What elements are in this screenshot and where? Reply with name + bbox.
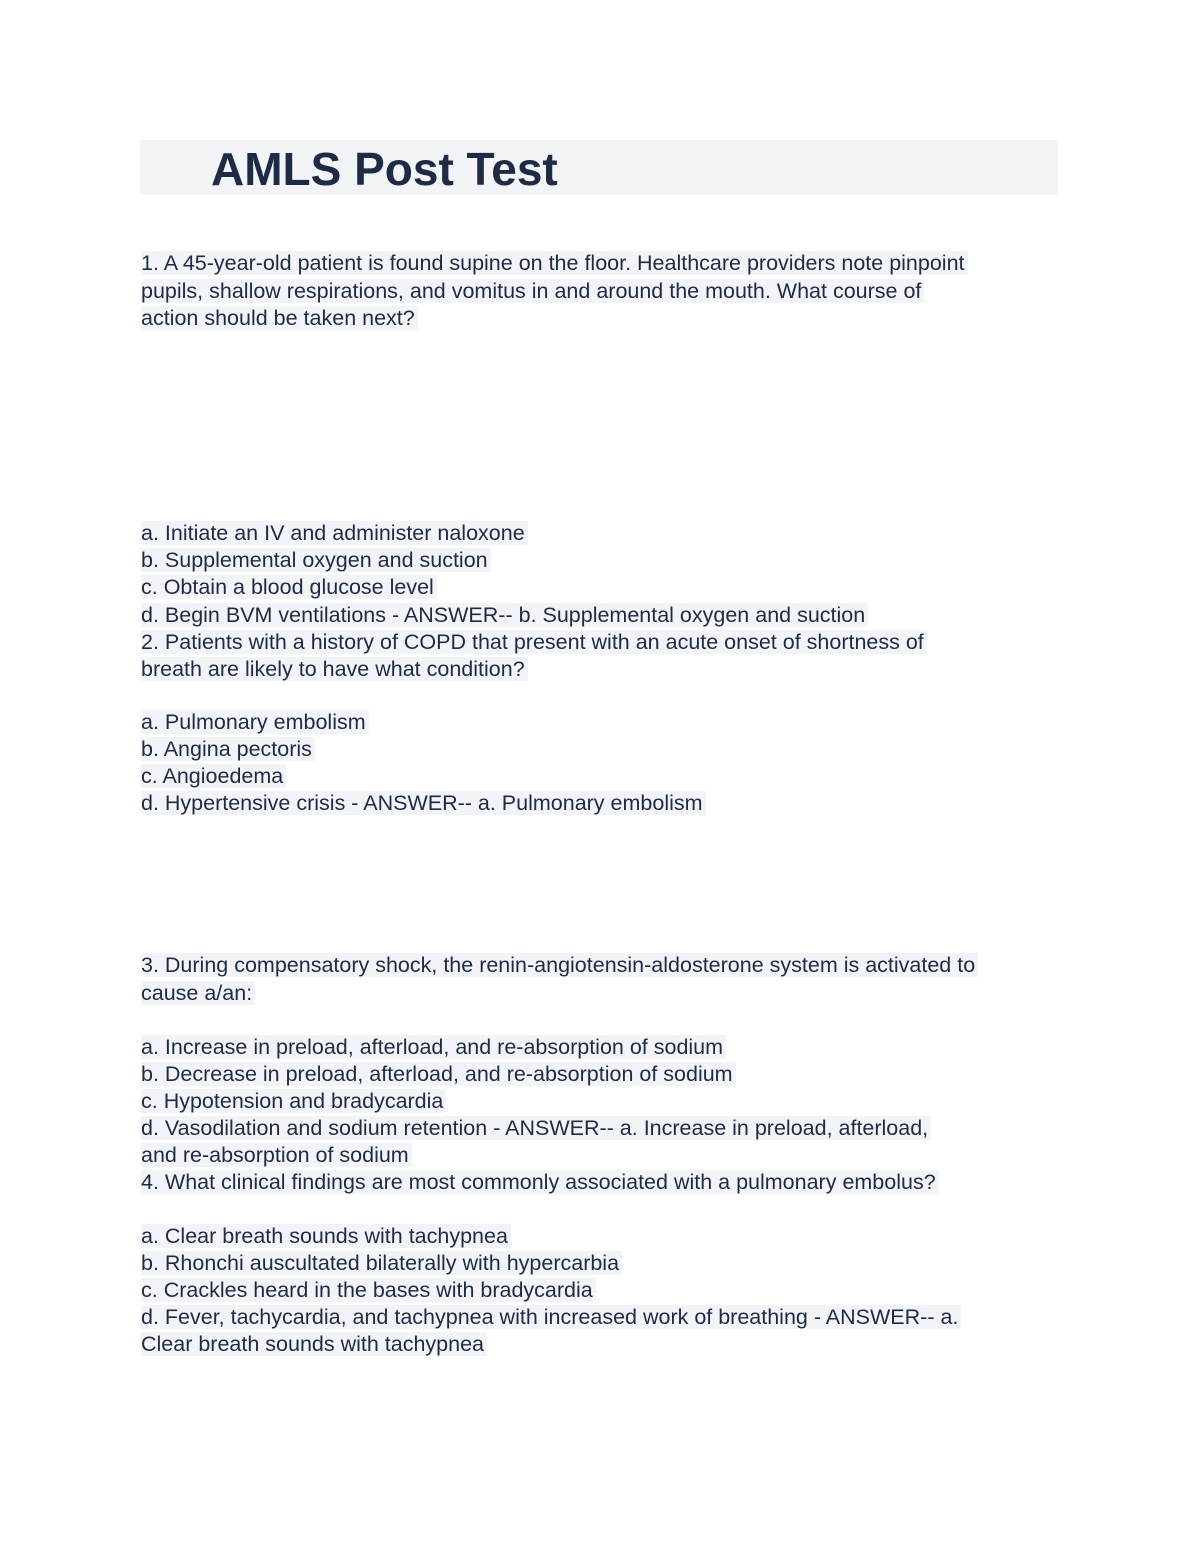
question-1-line-2: pupils, shallow respirations, and vomitus in and around the mouth. What course of: [141, 278, 924, 305]
question-1-option-c: c. Obtain a blood glucose level: [141, 574, 437, 601]
question-4-option-d-answer: d. Fever, tachycardia, and tachypnea with increased work of breathing - ANSWER-- a.: [141, 1304, 961, 1331]
question-2-option-d-answer: d. Hypertensive crisis - ANSWER-- a. Pulmonary embolism: [141, 790, 706, 817]
question-3-option-d-answer: d. Vasodilation and sodium retention - ANSWER-- a. Increase in preload, afterload,: [141, 1115, 931, 1142]
question-3-option-c: c. Hypotension and bradycardia: [141, 1088, 446, 1115]
question-1-option-d-answer: d. Begin BVM ventilations - ANSWER-- b. Supplemental oxygen and suction: [141, 602, 868, 629]
question-4-option-b: b. Rhonchi auscultated bilaterally with hypercarbia: [141, 1250, 622, 1277]
question-3-option-b: b. Decrease in preload, afterload, and re-absorption of sodium: [141, 1061, 736, 1088]
question-2-line-2: breath are likely to have what condition?: [141, 656, 528, 683]
question-1-line-1: 1. A 45-year-old patient is found supine on the floor. Healthcare providers note pinpoint: [141, 250, 968, 277]
question-2-option-a: a. Pulmonary embolism: [141, 709, 369, 736]
question-2-option-b: b. Angina pectoris: [141, 736, 315, 763]
question-3-answer-continued: and re-absorption of sodium: [141, 1142, 412, 1169]
question-4-option-c: c. Crackles heard in the bases with bradycardia: [141, 1277, 596, 1304]
question-4-answer-continued: Clear breath sounds with tachypnea: [141, 1331, 487, 1358]
document-title: AMLS Post Test: [211, 143, 558, 195]
question-3-line-2: cause a/an:: [141, 980, 255, 1007]
question-1-option-b: b. Supplemental oxygen and suction: [141, 547, 491, 574]
question-3-option-a: a. Increase in preload, afterload, and re-absorption of sodium: [141, 1034, 726, 1061]
question-2-option-c: c. Angioedema: [141, 763, 286, 790]
question-3-line-1: 3. During compensatory shock, the renin-angiotensin-aldosterone system is activated to: [141, 952, 978, 979]
question-4-option-a: a. Clear breath sounds with tachypnea: [141, 1223, 511, 1250]
question-2-line-1: 2. Patients with a history of COPD that present with an acute onset of shortness of: [141, 629, 927, 656]
question-4-line-1: 4. What clinical findings are most commonly associated with a pulmonary embolus?: [141, 1169, 939, 1196]
question-1-line-3: action should be taken next?: [141, 305, 418, 332]
question-1-option-a: a. Initiate an IV and administer naloxone: [141, 520, 528, 547]
